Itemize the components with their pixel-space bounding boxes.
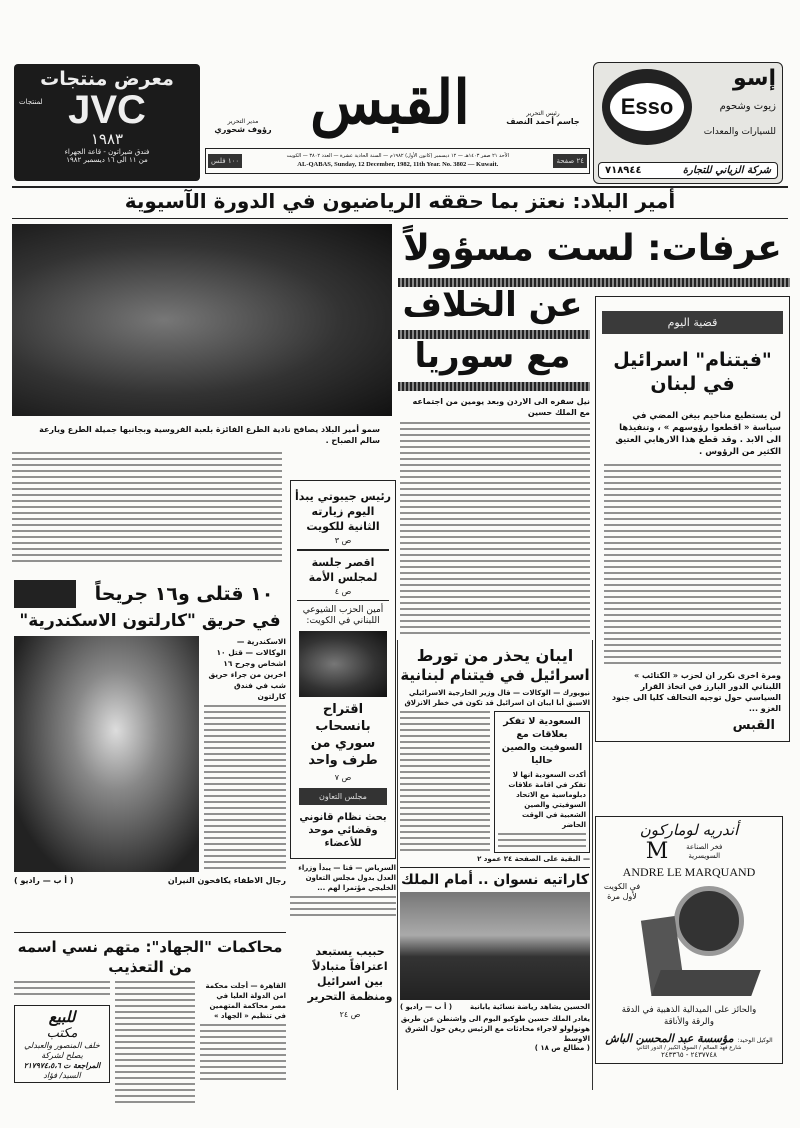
- esso-ad: [593, 62, 783, 184]
- fire-photo: [14, 636, 199, 872]
- emir-photo-caption: سمو أمير البلاد يصافح نادية الطرع الفائزة بلعبة الفروسية وبجانبها جميلة الطرع ويارعة سالم الصباح .: [39, 425, 380, 445]
- saudi-box: [494, 711, 590, 853]
- habib-ref: ص ٢٤: [339, 1010, 361, 1019]
- editorial-text: [604, 464, 781, 664]
- eban-headline-1: ايبان يحذر من تورط: [416, 646, 574, 665]
- communist-ref: ص ٧: [334, 772, 352, 782]
- watch-ad-arabic-brand: أندريه لوماركون: [639, 821, 739, 839]
- fire-photo-caption-row: [14, 876, 286, 885]
- esso-line2: للسيارات والمعدات: [703, 127, 776, 137]
- eban-continued: — البقية على الصفحة ٢٤ عمود ٢: [477, 855, 590, 863]
- editorial-signature: القبس: [732, 718, 775, 733]
- date-english: AL-QABAS, Sunday, 12 December, 1982, 11th Year. No. 3802 — Kuwait.: [297, 161, 499, 168]
- alexandria-text-column: [204, 636, 286, 872]
- watch-ad-agent-label: الوكيل الوحيد:: [737, 1037, 773, 1044]
- karate-photo: [400, 892, 590, 1000]
- trials-text-col2: [115, 981, 195, 1103]
- date-info: [245, 153, 550, 169]
- karate-credit: ( أ ب — راديو ): [400, 1003, 453, 1011]
- esso-logo-text: Esso: [620, 94, 674, 119]
- trials-body: [14, 981, 286, 1103]
- divider: [400, 867, 590, 868]
- trials-text-col3: [14, 981, 110, 999]
- editor-in-chief-label: رئيس التحرير: [526, 110, 560, 117]
- karate-lede: يغادر الملك حسين طوكيو اليوم الى واشنطن عن طريق هونولولو لاجراء محادثات مع الرئيس ريغن حول الشرق الاوسط: [400, 1015, 590, 1043]
- trials-text-col1: [200, 1024, 286, 1084]
- watch-ad-address: شارع فهد السالم / السوق الكبير / الدور الثاني: [636, 1045, 742, 1051]
- alexandria-headline-2: في حريق "كارلتون الاسكندرية": [19, 611, 281, 631]
- watch-ad-maker: فخر الصناعة السويسرية: [686, 843, 723, 860]
- alexandria-headline-1: ١٠ قتلى و١٦ جريحاً: [94, 583, 274, 605]
- watch-ad-award: والحائز على الميدالية الذهبية في الدقة والرقة والأناقة: [621, 1005, 757, 1027]
- managing-editor-name: رؤوف شحوري: [214, 125, 272, 134]
- date-strip: [205, 148, 590, 174]
- middle-lower-column: [400, 646, 590, 1052]
- jvc-ad-line1: معرض منتجات: [40, 68, 174, 90]
- gcc-label: مجلس التعاون: [299, 788, 387, 805]
- column-rule: [397, 640, 398, 1090]
- habib-headline: حبيب يستبعد اعترافاً متبادلاً بين اسرائيل ومنظمة التحرير: [307, 945, 393, 1003]
- divider: [14, 932, 286, 933]
- jvc-ad-year: ١٩٨٣: [90, 130, 124, 148]
- divider: [398, 382, 590, 391]
- watch-ad-brand: ANDRE LE MARQUAND: [622, 865, 756, 879]
- fire-photo-caption: رجال الاطفاء يكافحون النيران: [167, 876, 286, 885]
- jvc-ad-tag: لمنتجات: [19, 98, 43, 106]
- lead-headline-1: عرفات: لست مسؤولاً: [403, 228, 782, 269]
- saudi-headline: السعودية لا تفكر بعلاقات مع السوفيت والصين حاليا: [501, 716, 583, 766]
- esso-line1: زيوت وشحوم: [719, 101, 776, 112]
- esso-company: شركة الزياني للتجارة: [682, 165, 771, 176]
- alexandria-lede: الاسكندرية — الوكالات — قتل ١٠ اشخاص وجرح ١٦ اخرين من جراء حريق شب في فندق كارلتون: [208, 637, 286, 701]
- masthead-logo: القبس: [310, 68, 470, 138]
- watch-ad-maker-row: [596, 839, 782, 865]
- lead-lede: نيل سفره الى الاردن وبعد يومين من اجتماعه مع الملك حسين: [412, 397, 590, 417]
- trials-article: [14, 932, 286, 1103]
- column-rule: [592, 640, 593, 1090]
- for-sale-contact: المراجعة ت ٢١٧٩٧٤،٥،٦: [23, 1061, 101, 1070]
- banner-headline: أمير البلاد: نعتز بما حققه الرياضيون في الدورة الآسيوية: [124, 189, 676, 213]
- brief-ref: ص ٣: [334, 536, 352, 545]
- editorial-opening: لن يستطيع مناحيم بيغن المضي في سياسة « اقطعوا رؤوسهم » ، وتنفيذها الى الابد . وقد قطع هذا الارهابي العتيق الكثير من الرؤوس .: [615, 411, 781, 457]
- alexandria-headline-row: [14, 580, 286, 608]
- lead-article-text: [400, 422, 590, 636]
- habib-brief: [304, 944, 396, 1019]
- editor-in-chief-name: جاسم أحمد النصف: [506, 117, 580, 126]
- fire-photo-credit: ( أ ب — راديو ): [14, 876, 74, 885]
- jvc-ad: [14, 64, 200, 181]
- trials-headline: محاكمات "الجهاد": متهم نسي اسمه من التعذيب: [17, 938, 283, 976]
- divider: [297, 600, 389, 601]
- jvc-ad-dates: من ١١ الى ١٦ ديسمبر ١٩٨٢: [66, 156, 148, 164]
- am-monogram: M: [645, 839, 669, 864]
- communist-headline: أمين الحزب الشيوعي اللبناني في الكويت:: [302, 604, 384, 626]
- divider: [12, 186, 788, 188]
- eban-body: [400, 711, 590, 853]
- for-sale-ad: [14, 1005, 110, 1083]
- brief-ref: ص ٤: [334, 586, 352, 596]
- karate-caption-row: [400, 1003, 590, 1011]
- esso-company-strip: [598, 162, 778, 179]
- briefs-column: [290, 480, 396, 920]
- lead-article: [400, 396, 590, 636]
- watch-ad-phones: ٢٤٣٧٧٤٨ - ٢٤٣٣٦٥: [661, 1051, 717, 1059]
- briefs-box: [290, 480, 396, 859]
- gcc-dateline: السرياض — قنا — يبدأ وزراء العدل بدول مجلس التعاون الخليجي مؤتمرا لهم ...: [298, 863, 396, 892]
- lead-headline-3: مع سوريا: [414, 336, 571, 376]
- sports-article-text: [12, 452, 282, 562]
- saudi-text: [498, 833, 586, 847]
- jvc-logo: JVC: [68, 88, 146, 132]
- esso-phone: ٧١٨٩٤٤: [605, 165, 642, 176]
- esso-arabic-brand: إسو: [733, 66, 776, 91]
- alexandria-text: [204, 705, 286, 872]
- gcc-headline: بحث نظام قانوني وقضائي موحد للأعضاء: [299, 811, 387, 849]
- trials-col1: [200, 981, 286, 1084]
- eban-headline-2: اسرائيل في فيتنام لبنانية: [400, 666, 590, 684]
- editorial-box: [595, 296, 790, 742]
- trials-col3: [14, 981, 110, 1083]
- esso-logo: [602, 69, 692, 145]
- portrait-photo: [299, 631, 387, 697]
- karate-caption: الحسين يشاهد رياضة نسائية يابانية: [469, 1003, 590, 1011]
- managing-editor-label: مدير التحرير: [227, 118, 259, 125]
- page-count: ٢٤ صفحة: [553, 154, 587, 168]
- lead-headline-2: عن الخلاف: [402, 285, 583, 325]
- for-sale-name: السيد/ فؤاد: [43, 1071, 81, 1080]
- alexandria-article: [14, 580, 286, 885]
- karate-headline: كاراتيه نسوان .. أمام الملك: [400, 872, 590, 888]
- date-arabic: الأحد ٢١ صفر ١٤٠٣هـ — ١٢ ديسمبر (كانون الأول) ١٩٨٢م — السنة الحادية عشرة — العدد ٣٨٠٢ — الكويت: [286, 153, 509, 159]
- gcc-text: [290, 896, 396, 920]
- saudi-lede: أكدت السعودية انها لا تفكر في اقامة علاقات دبلوماسية مع الاتحاد السوفيتي والصين الشعبية في الوقت الحاضر: [508, 771, 586, 829]
- communist-quote: اقتراح بانسحاب سوري من طرف واحد: [308, 701, 378, 768]
- for-sale-item: مكتب: [46, 1026, 78, 1041]
- emir-photo: [12, 224, 392, 416]
- brief-djibouti: رئيس جيبوتي يبدأ اليوم زيارته الثانية للكويت: [295, 490, 391, 533]
- for-sale-desc: خلف المنصور والعبدلي يصلح لشركة: [24, 1041, 100, 1060]
- watch-illustration: [596, 880, 782, 1000]
- eban-lede: نيويورك — الوكالات — قال وزير الخارجية الاسرائيلي الاسبق أبا ايبان ان اسرائيل قد تكون في خطر الانزلاق: [404, 689, 590, 707]
- for-sale-title: للبيع: [48, 1008, 76, 1026]
- editor-in-chief: [500, 110, 586, 126]
- watch-ad: [595, 816, 783, 1064]
- karate-ref: ( مطالع ص ١٨ ): [534, 1044, 590, 1052]
- world-label: [14, 580, 76, 608]
- editorial-label: قضية اليوم: [602, 311, 783, 334]
- editorial-headline: "فيتنام" اسرائيل في لبنان: [613, 349, 772, 395]
- managing-editor: [205, 118, 281, 134]
- eban-text: [400, 711, 490, 853]
- watch-ad-agent-name: مؤسسة عبد المحسن الباش: [605, 1032, 734, 1045]
- alexandria-body: [14, 636, 286, 872]
- brief-assembly: اقصر جلسة لمجلس الأمة: [308, 555, 378, 584]
- jvc-ad-venue: فندق شيراتون - قاعة الجهراء: [64, 148, 150, 156]
- price: ١٠٠ فلس: [208, 154, 242, 168]
- trials-lede: القاهرة — أجلت محكمة امن الدولة العليا في مصر محاكمة المتهمين في تنظيم « الجهاد »: [205, 982, 286, 1020]
- watch-ad-agent: [596, 1032, 782, 1045]
- divider: [12, 218, 788, 219]
- editorial-closing: ومرة اخرى نكرر ان لحزب « الكتائب » اللبناني الدور البارز في اتخاذ القرار السياسي حول توجيه التحالف كليا الى جنود الغزو ...: [612, 671, 781, 713]
- watch-ad-kuwait: في الكويت لأول مرة: [603, 882, 641, 901]
- divider: [297, 549, 389, 551]
